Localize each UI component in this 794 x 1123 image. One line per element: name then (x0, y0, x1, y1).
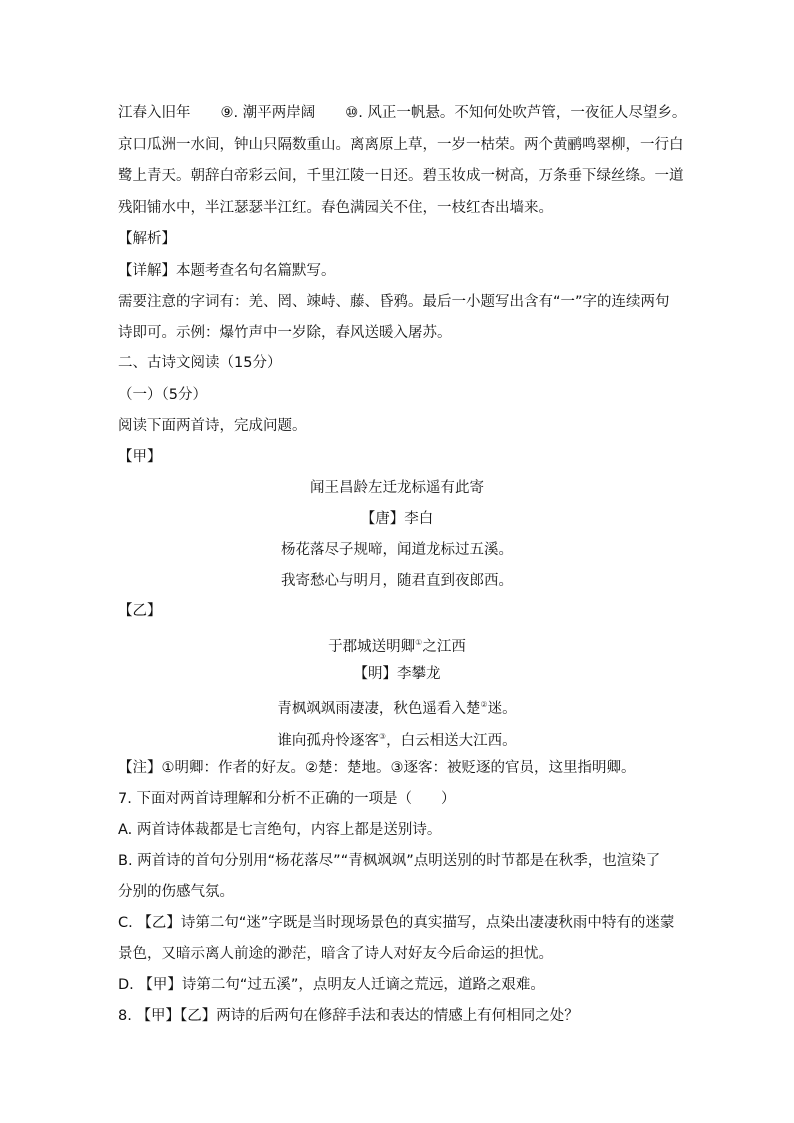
footnote-ref-2: ② (480, 700, 488, 709)
poem-yi-line-2: 谁向孤舟怜逐客③，白云相送大江西。 (277, 732, 517, 749)
question-7-option-b-cont: 分别的伤感气氛。 (118, 884, 234, 900)
analysis-note-1: 需要注意的字词有：羌、罔、竦峙、藤、昏鸦。最后一小题写出含有“一”字的连续两句 (118, 294, 670, 310)
question-7-option-c: C. 【乙】诗第二句“迷”字既是当时现场景色的真实描写，点染出凄凄秋雨中特有的迷蒙 (118, 915, 675, 931)
poem-jia-line-1: 杨花落尽子规啼，闻道龙标过五溪。 (281, 542, 513, 558)
analysis-heading: 【解析】 (118, 231, 176, 247)
section-title: 二、古诗文阅读（15分） (118, 355, 282, 371)
poem-jia-marker: 【甲】 (118, 449, 162, 465)
question-7-option-a: A. 两首诗体裁都是七言绝句，内容上都是送别诗。 (118, 822, 442, 838)
analysis-note-2: 诗即可。示例：爆竹声中一岁除，春风送暖入屠苏。 (118, 325, 452, 341)
answer-blank-8: 江春入旧年 (118, 105, 191, 121)
section-part: （一）（5分） (118, 387, 207, 403)
answer-line-1 (118, 103, 698, 123)
answer-line-3: 鹭上青天。朝辞白帝彩云间，千里江陵一日还。碧玉妆成一树高，万条垂下绿丝绦。一道 (118, 168, 684, 184)
answer-blank-9: ⑨. 潮平两岸阔 (220, 105, 316, 121)
poem-yi-marker: 【乙】 (118, 603, 162, 619)
footnote-ref-1: ① (415, 638, 423, 647)
question-8-stem: 8. 【甲】【乙】两诗的后两句在修辞手法和表达的情感上有何相同之处？ (118, 1008, 579, 1024)
poem-notes: 【注】①明卿：作者的好友。②楚：楚地。③逐客：被贬逐的官员，这里指明卿。 (118, 760, 636, 776)
poem-yi-line-1: 青枫飒飒雨凄凄，秋色遥看入楚②迷。 (277, 700, 517, 717)
poem-jia-author: 【唐】李白 (360, 511, 434, 527)
section-instruction: 阅读下面两首诗，完成问题。 (118, 418, 307, 434)
answer-blank-10: ⑩. 风正一帆悬。不知何处吹芦管，一夜征人尽望乡。 (345, 105, 687, 121)
poem-yi-author: 【明】李攀龙 (353, 666, 441, 682)
footnote-ref-3: ③ (378, 732, 387, 741)
answer-line-4: 残阳铺水中，半江瑟瑟半江红。春色满园关不住，一枝红杏出墙来。 (118, 200, 553, 216)
poem-jia-line-2: 我寄愁心与明月，随君直到夜郎西。 (281, 573, 513, 589)
poem-jia-title: 闻王昌龄左迁龙标遥有此寄 (310, 480, 484, 496)
question-7-option-c-cont: 景色，又暗示离人前途的渺茫，暗含了诗人对好友今后命运的担忧。 (118, 946, 553, 962)
question-7-stem: 7. 下面对两首诗理解和分析不正确的一项是（ ） (118, 791, 456, 807)
answer-line-2: 京口瓜洲一水间，钟山只隔数重山。离离原上草，一岁一枯荣。两个黄鹂鸣翠柳，一行白 (118, 137, 684, 153)
analysis-detail: 【详解】本题考查名句名篇默写。 (118, 263, 336, 279)
question-7-option-d: D. 【甲】诗第二句“过五溪”，点明友人迁谪之荒远，道路之艰难。 (118, 977, 545, 993)
question-7-option-b: B. 两首诗的首句分别用“杨花落尽”“青枫飒飒”点明送别的时节都是在秋季，也渲染了 (118, 853, 661, 869)
poem-yi-title: 于郡城送明卿①之江西 (328, 638, 466, 655)
